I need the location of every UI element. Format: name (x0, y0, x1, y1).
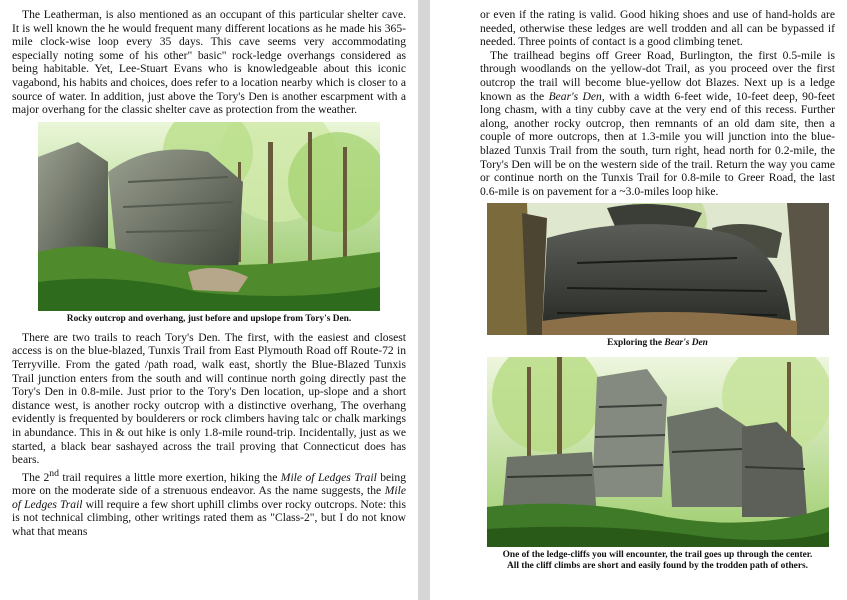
page-gutter (418, 0, 430, 600)
right-paragraph-2: The trailhead begins off Greer Road, Burlington, the first 0.5-mile is through woodlands on the yellow-dot Trail, as you proceed over the first outcrop the trail will become blue-yellow dot Blazes. Next up is a ledge known as the Bear's Den, with a width 6-feet wide, 10-feet deep, 90-feet long chasm, with a tiny cubby cave at the very end of this recess. Further along, another rocky outcrop, then remnants of an old dam site, then a couple of more outcrops, then at 1.3-mile you will junction into the blue-blazed Tunxis Trail from the south, turn right, head north for 0.2-mile, the Tory's Den will be on the western side of the trail. Return the way you came or continue north on the Tunxis Trail for 0.8-mile to Greer Road, the last 0.6-mile is on pavement for a ~3.0-miles loop hike. (480, 48, 835, 198)
right-page (430, 0, 847, 600)
left-paragraph-3: The 2nd trail requires a little more exertion, hiking the Mile of Ledges Trail being more on the moderate side of a strenuous endeavor. As the name suggests, the Mile of Ledges Trail will require a few short uphill climbs over rocky outcrops. Note: this is not technical climbing, other writings rated them as "Class-2", but I do not know what that means (12, 467, 406, 538)
figure-2-caption: Exploring the Bear's Den (607, 338, 708, 349)
left-page (0, 0, 418, 600)
left-paragraph-1: The Leatherman, is also mentioned as an occupant of this particular shelter cave. It is well known the he would frequent many different locations as he made his 365-mile clock-wise loop every 35 days. This cave seems very accommodating especially noting some of his other" basic" rock-ledge overhangs considered as being habitable. Yet, Lee-Stuart Evans who is knowledgeable about this iconic vagabond, his habits and choices, does refer to a location nearby which is closer to a source of water. In addition, just above the Tory's Den is another escarpment with a major overhang for the classic shelter cave as protection from the weather. (12, 8, 406, 117)
right-paragraph-1: or even if the rating is valid. Good hiking shoes and use of hand-holds are needed, otherwise these ledges are well trodden and all can be bypassed if needed. Three points of contact is a good climbing tenet. (480, 8, 835, 49)
figure-rocky-outcrop (12, 122, 406, 325)
figure-ledge-cliffs (480, 357, 835, 572)
rocky-outcrop-photo (38, 122, 380, 311)
figure-3-caption: One of the ledge-cliffs you will encounter, the trail goes up through the center. All the cliff climbs are short and easily found by the trodden path of others. (502, 550, 813, 572)
bears-den-photo (487, 203, 829, 335)
left-paragraph-2: There are two trails to reach Tory's Den. The first, with the easiest and closest access is on the blue-blazed, Tunxis Trail from East Plymouth Road off Route-72 in Terryville. From the gated /path road, walk east, shortly the Blue-Blazed Tunxis Trail junction enters from the south and will continue north going directly past the Tory's Den in 0.8-mile. Just prior to the Tory's Den location, up-slope and a short distance west, is another rocky outcrop with a distinctive overhang, The overhang evidently is frequented by boulderers or rock climbers having talc or chalk markings in abundance. This in & out hike is only 1.8-mile round-trip. Incidentally, just as we started, a black bear sashayed across the trail proving that Connecticut does has bears. (12, 330, 406, 467)
figure-1-caption: Rocky outcrop and overhang, just before and upslope from Tory's Den. (66, 313, 352, 324)
figure-bears-den (480, 203, 835, 349)
ledge-cliffs-photo (487, 357, 829, 547)
